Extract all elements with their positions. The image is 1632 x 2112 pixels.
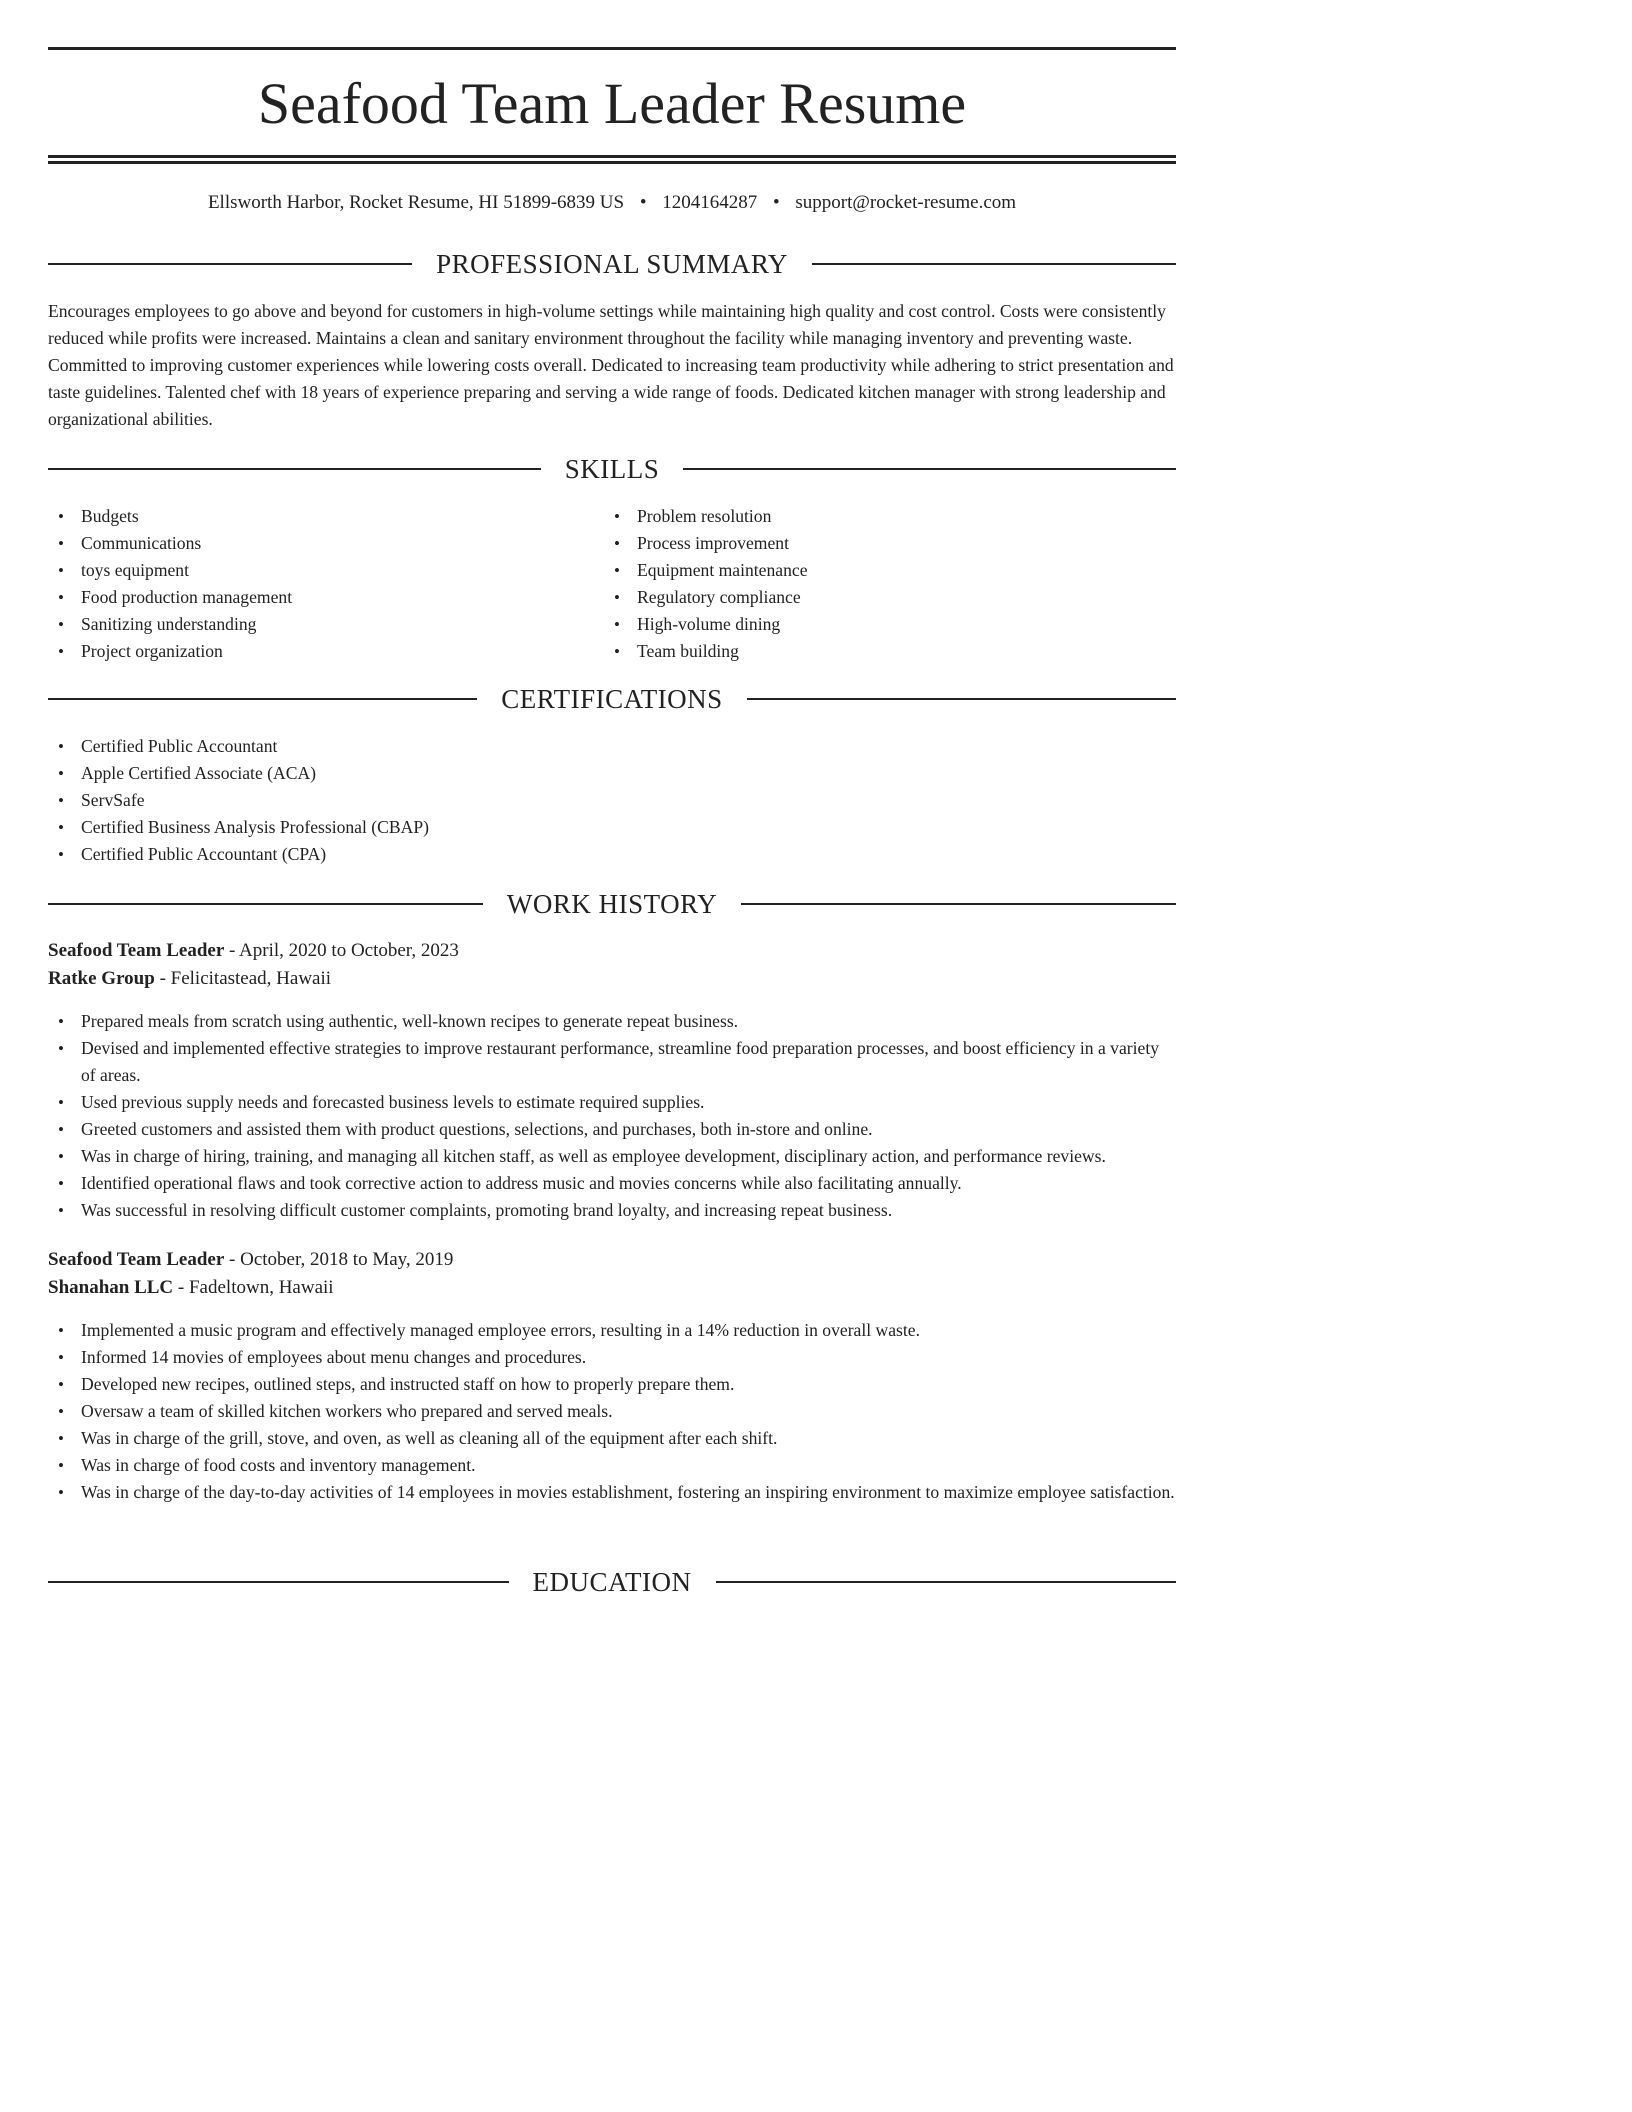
- contact-line: [48, 190, 1176, 216]
- contact-phone: 1204164287: [662, 192, 758, 213]
- section-title: PROFESSIONAL SUMMARY: [436, 249, 788, 279]
- contact-address: Ellsworth Harbor, Rocket Resume, HI 51899-6839 US: [207, 192, 625, 213]
- job-location: - Felicitastead, Hawaii: [154, 968, 332, 989]
- skill-item: • Project organization: [48, 638, 568, 665]
- certification-item: • Apple Certified Associate (ACA): [48, 760, 1176, 787]
- certification-item: • Certified Business Analysis Professional (CBAP): [48, 814, 1176, 841]
- heading-rule: [683, 468, 1176, 470]
- duty-item: • Implemented a music program and effectively managed employee errors, resulting in a 14% reduction in overall waste.: [48, 1317, 1176, 1344]
- job-title-line: [48, 1246, 453, 1274]
- section-heading-certifications: [48, 683, 1176, 715]
- skill-item: • toys equipment: [48, 557, 568, 584]
- duty-item: • Greeted customers and assisted them with product questions, selections, and purchases, both in-store and online.: [48, 1116, 1176, 1143]
- skill-item: • Food production management: [48, 584, 568, 611]
- certifications-list: [48, 733, 1176, 868]
- skill-item: • Regulatory compliance: [604, 584, 1164, 611]
- duty-item: • Developed new recipes, outlined steps, and instructed staff on how to properly prepare them.: [48, 1371, 1176, 1398]
- job-company-line: [48, 965, 331, 993]
- resume-title: Seafood Team Leader Resume: [257, 71, 967, 136]
- job-company: Shanahan LLC: [48, 1277, 174, 1298]
- job-title-line: [48, 937, 459, 965]
- job-company: Ratke Group: [48, 968, 155, 989]
- duty-item: • Devised and implemented effective strategies to improve restaurant performance, streamline food preparation processes, and boost efficiency in a variety of areas.: [48, 1035, 1176, 1089]
- heading-rule: [48, 903, 483, 905]
- skill-item: • Sanitizing understanding: [48, 611, 568, 638]
- duty-item: • Oversaw a team of skilled kitchen workers who prepared and served meals.: [48, 1398, 1176, 1425]
- heading-rule: [48, 263, 412, 265]
- job-duties-list: [48, 1008, 1176, 1224]
- skill-item: • Equipment maintenance: [604, 557, 1164, 584]
- skill-item: • Problem resolution: [604, 503, 1164, 530]
- contact-email: support@rocket-resume.com: [795, 192, 1017, 213]
- heading-rule: [741, 903, 1176, 905]
- duty-item: • Was in charge of the day-to-day activities of 14 employees in movies establishment, fostering an inspiring environment to maximize employee satisfaction.: [48, 1479, 1176, 1506]
- job-dates: - April, 2020 to October, 2023: [224, 940, 459, 961]
- section-heading-education: [48, 1566, 1176, 1598]
- duty-item: • Was in charge of food costs and inventory management.: [48, 1452, 1176, 1479]
- heading-rule: [48, 468, 541, 470]
- skill-item: • Team building: [604, 638, 1164, 665]
- certification-item: • Certified Public Accountant (CPA): [48, 841, 1176, 868]
- skill-item: • Budgets: [48, 503, 568, 530]
- job-company-line: [48, 1274, 334, 1302]
- job-dates: - October, 2018 to May, 2019: [224, 1249, 454, 1270]
- heading-rule: [812, 263, 1176, 265]
- section-heading-skills: [48, 453, 1176, 485]
- skill-item: • Communications: [48, 530, 568, 557]
- heading-rule: [48, 1581, 509, 1583]
- title-rule-lower: [48, 161, 1176, 164]
- section-heading-work-history: [48, 888, 1176, 920]
- heading-rule: [716, 1581, 1177, 1583]
- certification-item: • Certified Public Accountant: [48, 733, 1176, 760]
- skills-list-left: [48, 503, 568, 665]
- certification-item: • ServSafe: [48, 787, 1176, 814]
- skill-item: • High-volume dining: [604, 611, 1164, 638]
- summary-paragraph: Encourages employees to go above and beyond for customers in high-volume settings while maintaining high quality and cost control. Costs were consistently reduced while profits were increased. Maintains a clean and sanitary environment throughout the facility while managing inventory and preventing waste. Committed to improving customer experiences while lowering costs overall. Dedicated to increasing team productivity while adhering to strict presentation and taste guidelines. Talented chef with 18 years of experience preparing and serving a wide range of foods. Dedicated kitchen manager with strong leadership and organizational abilities.: [48, 301, 1174, 429]
- section-title: SKILLS: [564, 454, 660, 484]
- duty-item: • Used previous supply needs and forecasted business levels to estimate required supplies.: [48, 1089, 1176, 1116]
- duty-item: • Was successful in resolving difficult customer complaints, promoting brand loyalty, and increasing repeat business.: [48, 1197, 1176, 1224]
- duty-item: • Prepared meals from scratch using authentic, well-known recipes to generate repeat business.: [48, 1008, 1176, 1035]
- job-title: Seafood Team Leader: [48, 940, 225, 961]
- heading-rule: [48, 698, 477, 700]
- job-location: - Fadeltown, Hawaii: [173, 1277, 334, 1298]
- contact-separator: •: [639, 192, 647, 213]
- duty-item: • Identified operational flaws and took corrective action to address music and movies concerns while also facilitating annually.: [48, 1170, 1176, 1197]
- duty-item: • Informed 14 movies of employees about menu changes and procedures.: [48, 1344, 1176, 1371]
- section-title: EDUCATION: [532, 1567, 692, 1597]
- job-title: Seafood Team Leader: [48, 1249, 225, 1270]
- skill-item: • Process improvement: [604, 530, 1164, 557]
- heading-rule: [747, 698, 1176, 700]
- skills-list-right: [604, 503, 1164, 665]
- section-title: CERTIFICATIONS: [501, 684, 723, 714]
- top-rule: [48, 47, 1176, 50]
- section-title: WORK HISTORY: [506, 889, 718, 919]
- contact-separator: •: [773, 192, 780, 213]
- section-heading-summary: [48, 248, 1176, 280]
- duty-item: • Was in charge of the grill, stove, and oven, as well as cleaning all of the equipment after each shift.: [48, 1425, 1176, 1452]
- duty-item: • Was in charge of hiring, training, and managing all kitchen staff, as well as employee development, disciplinary action, and performance reviews.: [48, 1143, 1176, 1170]
- title-rule-upper: [48, 155, 1176, 158]
- job-duties-list: [48, 1317, 1176, 1506]
